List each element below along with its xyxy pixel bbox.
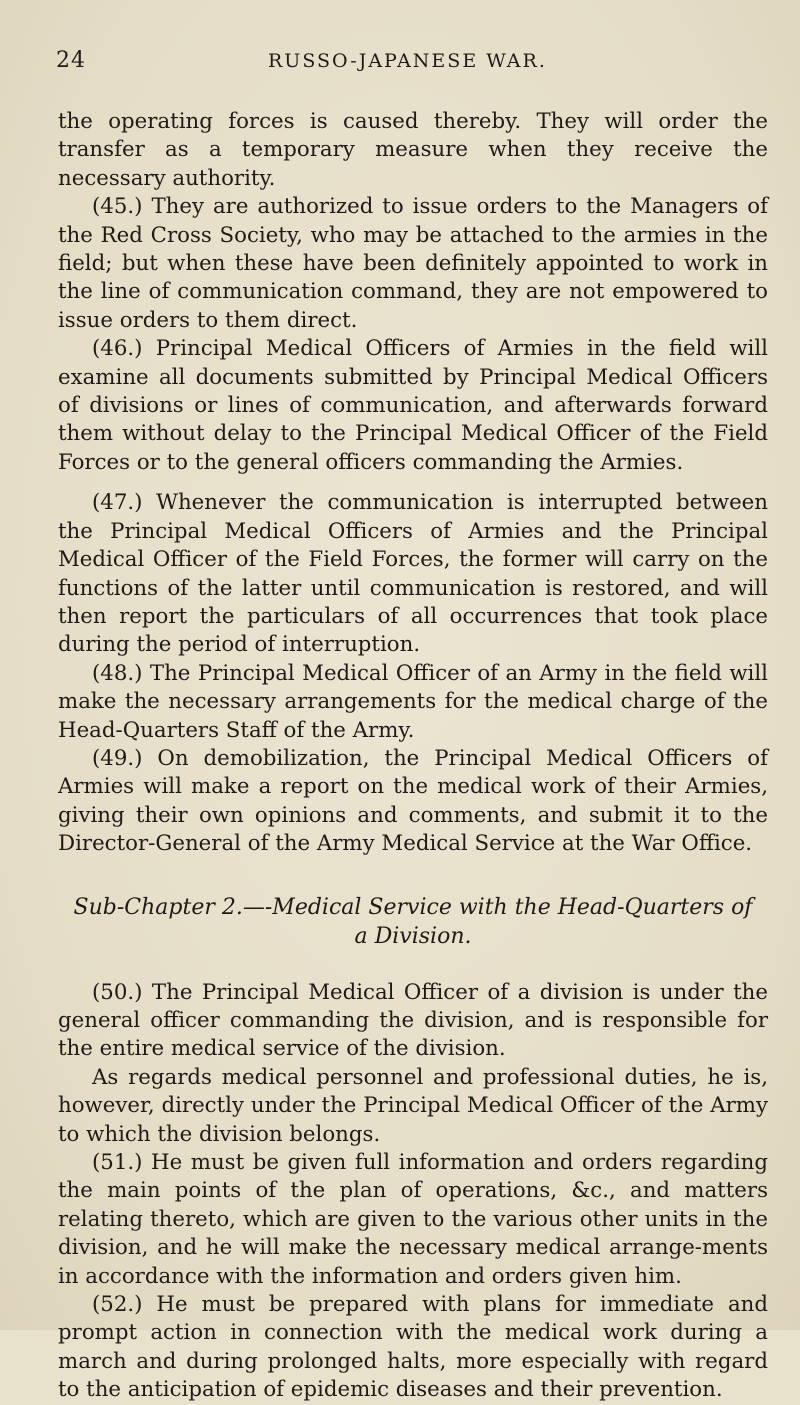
paragraph-52: (52.) He must be prepared with plans for immediate and prompt action in connection with the medical work during a march and during prolonged halts, more especially with regard to the anticipation of epidemic diseases and their prevention.: [58, 1292, 768, 1403]
paragraph-47: (47.) Whenever the communication is interrupted between the Principal Medical Officers of Armies and the Principal Medical Officer of the Field Forces, the former will carry on the functions of the latter until communication is restored, and will then report the particulars of all occurrences that took place during the period of interruption.: [58, 490, 768, 658]
paragraph-46: (46.) Principal Medical Officers of Armies in the field will examine all documents submitted by Principal Medical Officers of divisions or lines of communication, and afterwards forward them without delay to the Principal Medical Officer of the Field Forces or to the general officers commanding the Armies.: [58, 336, 768, 475]
paragraph-50: (50.) The Principal Medical Officer of a division is under the general officer commanding the division, and is responsible for the entire medical service of the division.: [58, 979, 768, 1062]
paragraph-49: (49.) On demobilization, the Principal Medical Officers of Armies will make a report on the medical work of their Armies, giving their own opinions and comments, and submit it to the Director-General of the Army Medical Service at the War Office.: [58, 745, 768, 857]
running-title: RUSSO-JAPANESE WAR.: [268, 50, 547, 72]
body-text: [58, 108, 768, 1405]
paragraph-48: (48.) The Principal Medical Officer of an Army in the field will make the necessary arrangements for the medical charge of the Head-Quarters Staff of the Army.: [58, 660, 768, 743]
paragraph-continued: the operating forces is caused thereby. They will order the transfer as a temporary measure when they receive the necessary authority.: [58, 109, 768, 191]
paragraph-45: (45.) They are authorized to issue orders to the Managers of the Red Cross Society, who may be attached to the armies in the field; but when these have been definitely appointed to work in the line of communication command, they are not empowered to issue orders to them direct.: [58, 194, 768, 333]
paragraph-51: (51.) He must be given full information and orders regarding the main points of the plan of operations, &c., and matters relating thereto, which are given to the various other units in the division, and he will make the necessary medical arrange-ments in accordance with the information and orders given him.: [58, 1150, 768, 1289]
subchapter-heading: Sub-Chapter 2.—-Medical Service with the Head-Quarters of a Division.: [73, 894, 753, 949]
page-number: 24: [56, 48, 86, 73]
paragraph-50-continued: As regards medical personnel and professional duties, he is, however, directly under the Principal Medical Officer of the Army to which the division belongs.: [58, 1064, 768, 1147]
page-header: [56, 48, 760, 78]
